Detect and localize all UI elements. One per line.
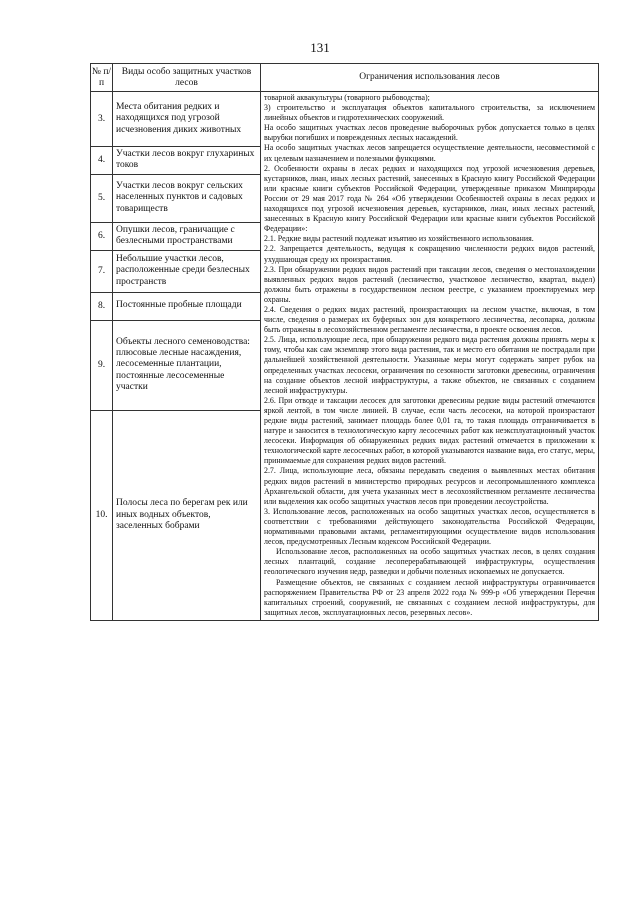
row-num: 5. bbox=[91, 174, 113, 222]
restriction-paragraph: товарной аквакультуры (товарного рыбоводства); bbox=[264, 93, 430, 102]
restriction-paragraph: Размещение объектов, не связанных с созданием лесной инфраструктуры ограничивается распоряжением Правительства РФ от 23 апреля 2022 года № 999-р «Об утверждении Перечня капитальных строений, сооружений, не связанных с созданием лесной инфраструктуры, для защитных лесов, эксплуатационных лесов, резервных лесов». bbox=[264, 577, 595, 617]
page-number: 131 bbox=[310, 40, 330, 55]
restriction-paragraph: 2.1. Редкие виды растений подлежат изъятию из хозяйственного использования. bbox=[264, 234, 534, 244]
table-row bbox=[91, 92, 599, 147]
restriction-paragraph: 2.3. При обнаружении редких видов растений при таксации лесов, сведения о местонахождении выявленных редких видов растений (лесничество, участковое лесничество, квартал, выдел) должны быть отражены в государственном лесном реестре, с указанием проектируемых мер охраны. bbox=[264, 264, 595, 304]
row-num: 7. bbox=[91, 250, 113, 292]
restriction-paragraph: 2.6. При отводе и таксации лесосек для заготовки древесины редкие виды растений отмечаются яркой лентой, в том числе линией. В случае, если часть лесосеки, на которой произрастают редкие виды растений, занимает площадь более 0,01 га, то такая площадь отграничивается в натуре и заносится в технологическую карту лесосечных работ как неэксплуатационный участок лесосеки. Информация об обнаруженных редких видах растений отмечается в приложении к технологической карте лесосечных работ, в которой указываются название вида, его статус, меры, принимаемые для сохранения редких видов растений. bbox=[264, 395, 595, 466]
row-type: Объекты лесного семеноводства: плюсовые лесные насаждения, лесосеменные плантации, постоянные лесосеменные участки bbox=[113, 320, 261, 410]
row-num: 4. bbox=[91, 147, 113, 175]
restriction-paragraph: 2.5. Лица, использующие леса, при обнаружении редкого вида растения должны принять меры к тому, чтобы как сам экземпляр этого вида растения, так и место его обитания не пострадали при дальнейшей хозяйственной деятельности. Указанные меры могут содержать запрет рубок на определенных участках лесосеки, ограничения по сезонности заготовки древесины, ограничения на создание объектов лесной инфраструктуры, а также объектов, не связанных с созданием лесной инфраструктуры. bbox=[264, 335, 595, 395]
restriction-paragraph: 2.4. Сведения о редких видах растений, произрастающих на лесном участке, включая, в том числе, сведения о размерах их буферных зон для конкретного лесничества, лесопарка, должны быть отражены в лесохозяйственном регламенте лесничества, в проекте освоения лесов. bbox=[264, 304, 595, 335]
header-num: № п/п bbox=[91, 64, 113, 92]
table-header-row bbox=[91, 64, 599, 92]
row-num: 3. bbox=[91, 92, 113, 147]
restriction-paragraph: 2.7. Лица, использующие леса, обязаны передавать сведения о выявленных местах обитания редких видов растений в министерство природных ресурсов и лесопромышленного комплекса Архангельской области, для учета указанных мест в лесохозяйственном регламенте лесничества или выделения как особо защитных участков лесов при проведении лесоустройства. bbox=[264, 466, 595, 506]
row-type: Участки лесов вокруг сельских населенных пунктов и садовых товариществ bbox=[113, 174, 261, 222]
header-type: Виды особо защитных участков лесов bbox=[113, 64, 261, 92]
restriction-paragraph: На особо защитных участках лесов проведение выборочных рубок допускается только в целях вырубки погибших и поврежденных лесных насаждений. bbox=[264, 123, 595, 143]
restriction-paragraph: 2.2. Запрещается деятельность, ведущая к сокращению численности редких видов растений, ухудшающая среду их произрастания. bbox=[264, 244, 595, 264]
row-num: 6. bbox=[91, 222, 113, 250]
restrictions-table bbox=[90, 63, 599, 621]
row-type: Опушки лесов, граничащие с безлесными пространствами bbox=[113, 222, 261, 250]
row-type: Места обитания редких и находящихся под угрозой исчезновения диких животных bbox=[113, 92, 261, 147]
restriction-paragraph: 2. Особенности охраны в лесах редких и находящихся под угрозой исчезновения деревьев, кустарников, лиан, иных лесных растений, занесенных в Красную книгу Российской Федерации или красные книги субъектов Российской Федерации, утвержденные приказом Минприроды России от 29 мая 2017 года № 264 «Об утверждении Особенностей охраны в лесах редких и находящихся под угрозой исчезновения деревьев, кустарников, лиан, иных лесных растений, занесенных в Красную книгу Российской Федерации или красные книги субъектов Российской Федерации»: bbox=[264, 163, 595, 234]
row-type: Небольшие участки лесов, расположенные среди безлесных пространств bbox=[113, 250, 261, 292]
row-type: Участки лесов вокруг глухариных токов bbox=[113, 147, 261, 175]
restriction-paragraph: 3. Использование лесов, расположенных на особо защитных участках лесов, осуществляется в соответствии с требованиями действующего законодательства Российской Федерации, нормативными правовыми актами, регламентирующими осуществление видов использования лесов, предусмотренных Лесным кодексом Российской Федерации. bbox=[264, 506, 595, 547]
restrictions-cell bbox=[261, 92, 599, 621]
row-num: 10. bbox=[91, 410, 113, 620]
restriction-paragraph: На особо защитных участках лесов запрещается осуществление деятельности, несовместимой с их целевым назначением и полезными функциями. bbox=[264, 143, 595, 163]
row-type: Постоянные пробные площади bbox=[113, 292, 261, 320]
header-restrictions: Ограничения использования лесов bbox=[261, 64, 599, 92]
row-num: 8. bbox=[91, 292, 113, 320]
row-num: 9. bbox=[91, 320, 113, 410]
restriction-paragraph: 3) строительство и эксплуатация объектов капитального строительства, за исключением линейных объектов и гидротехнических сооружений. bbox=[264, 103, 595, 123]
row-type: Полосы леса по берегам рек или иных водных объектов, заселенных бобрами bbox=[113, 410, 261, 620]
restriction-paragraph: Использование лесов, расположенных на особо защитных участках лесов, в целях создания лесных плантаций, создание лесоперерабатывающей инфраструктуры, осуществления геологического изучения недр, разведки и добычи полезных ископаемых не допускается. bbox=[264, 547, 595, 577]
